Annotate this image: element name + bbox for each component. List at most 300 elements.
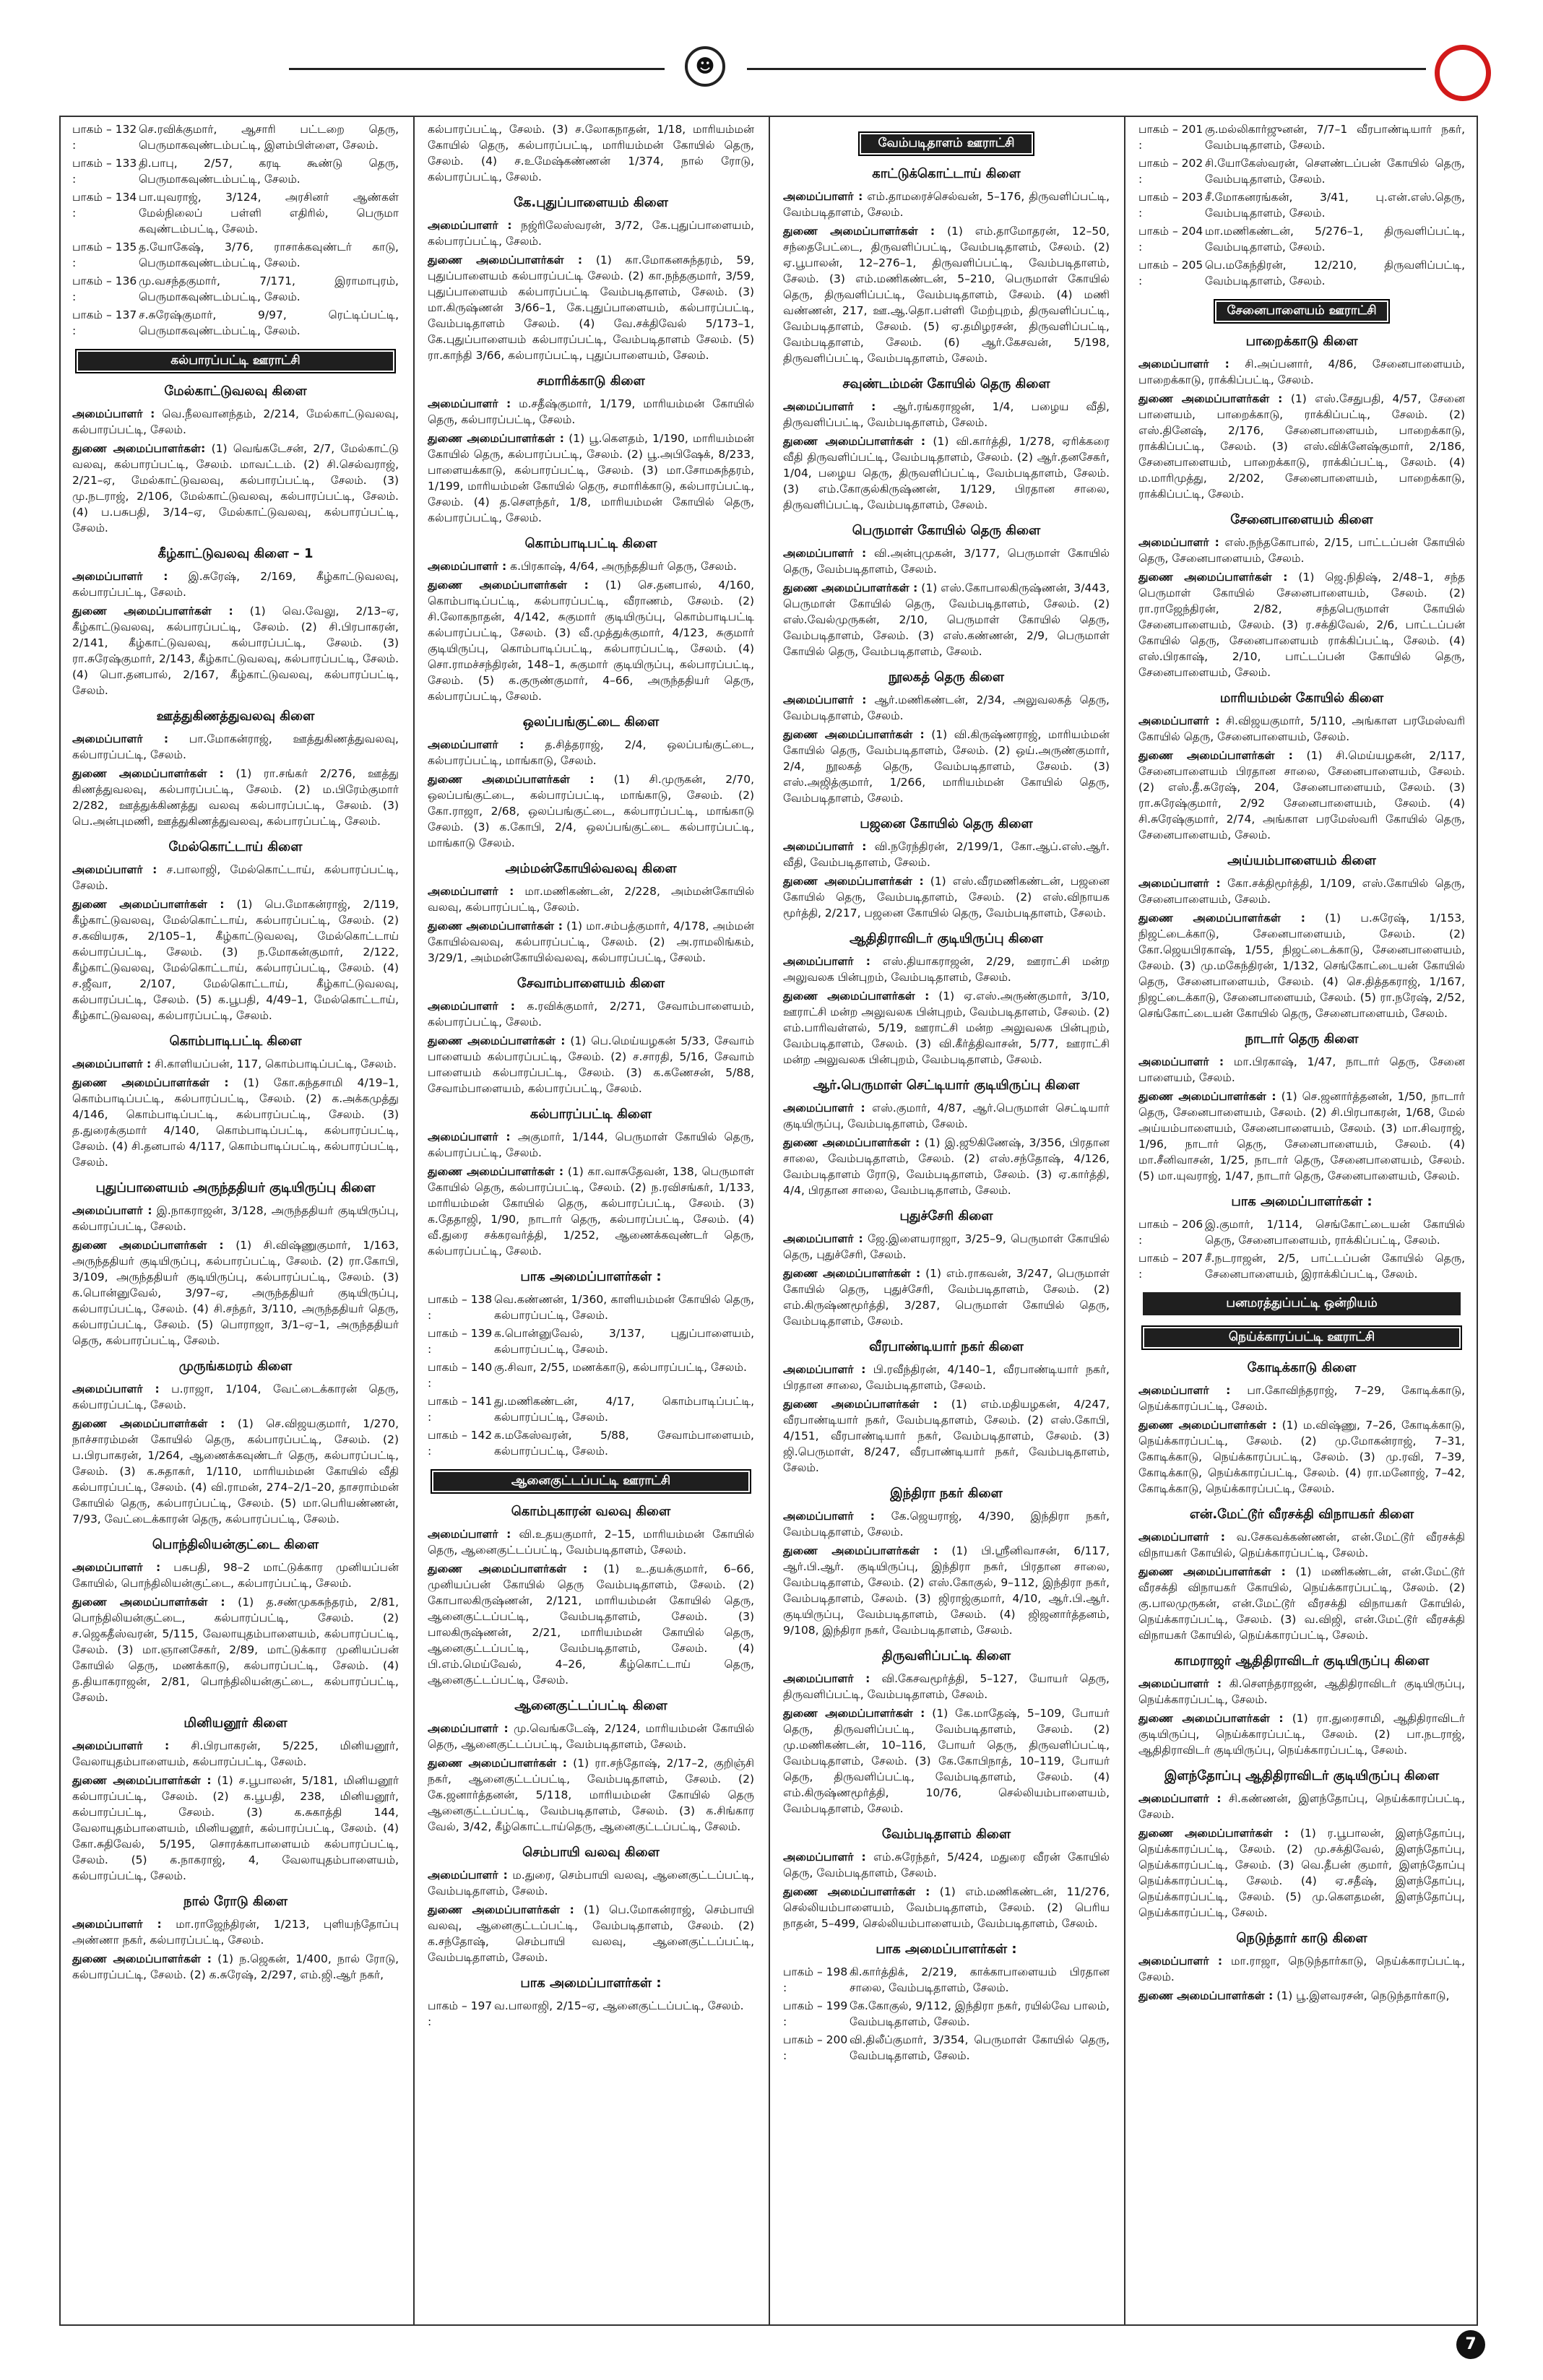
role-label: அமைப்பாளர் : [72, 1561, 161, 1574]
branch-heading: கொம்புகாரன் வலவு கிளை [511, 1504, 671, 1519]
booth-label: பாகம் – 203 : [1138, 191, 1203, 220]
section-banner: சேனைபாளையம் ஊராட்சி [1214, 299, 1390, 324]
branch-heading: காமராஜர் ஆதிதிராவிடர் குடியிருப்பு கிளை [1174, 1653, 1430, 1669]
member-text: (1) ரா.சந்தோஷ், 2/17–2, குறிஞ்சி நகர், ஆனைகுட்டப்பட்டி, வேம்படிதாளம், சேலம். (2) கே.ஜனார்த்தனன், 5/118, மாரியம்மன் கோயில் தெரு ஆனைகுட்டப்பட்டி, வேம்படிதாளம், சேலம். (3) க.சிங்கார வேல், 3/42, கீழ்கொட்டாய்தெரு, ஆனைகுட்டப்பட்டி, சேலம். [428, 1757, 754, 1833]
member-text: எம்.சுரேந்தர், 5/424, மதுரை வீரன் கோயில் தெரு, வேம்படிதாளம், சேலம். [783, 1851, 1110, 1879]
member-text: (1) மணிகண்டன், என்.மேட்டூர் வீரசக்தி விநாயகர் கோயில், நெய்க்காரப்பட்டி, சேலம். (2) கு.பாலமுருகன், என்.மேட்டூர் வீரசக்தி விநாயகர் கோயில், நெய்க்காரப்பட்டி, சேலம். (3) வ.விஜி, என்.மேட்டூர் வீரசக்தி விநாயகர் கோயில், நெய்க்காரப்பட்டி, சேலம். [1138, 1565, 1465, 1642]
role-label: அமைப்பாளர் : [783, 400, 876, 413]
booth-text: இ.குமார், 1/114, செங்கோட்டையன் கோயில் தெரு, சேனைபாளையம், ராக்கிப்பட்டி, சேலம். [1205, 1218, 1465, 1247]
member-text: மா.பிரகாஷ், 1/47, நாடார் தெரு, சேனை பாளையம், சேலம். [1138, 1055, 1465, 1084]
member-text: (1) பி.ஸ்ரீனிவாசன், 6/117, ஆர்.பி.ஆர். குடியிருப்பு, இந்திரா நகர், பிரதான சாலை, வேம்படிதாளம், சேலம். (2) எஸ்.கோகுல், 9–112, இந்திரா நகர், வேம்படிதாளம், சேலம். (3) ஜிராஜ்குமார், 4/10, ஆர்.பி.ஆர். குடியிருப்பு, வேம்படிதாளம், சேலம். (4) ஜிஜனார்த்தனம், 9/108, இந்திரா நகர், வேம்படிதாளம், சேலம். [783, 1544, 1110, 1637]
role-label: அமைப்பாளர் : [783, 693, 867, 706]
role-label: துணை அமைப்பாளர்கள் : [1138, 1989, 1274, 2002]
member-text: (1) எம்.மதியழகன், 4/247, வீரபாண்டியார் நகர், வேம்படிதாளம், சேலம். (2) எஸ்.கோபி, 4/151, வீரபாண்டியார் நகர், வேம்படிதாளம், சேலம். (3) ஜி.பெருமாள், 8/247, வீரபாண்டியார் நகர், வேம்படிதாளம், சேலம். [783, 1398, 1110, 1474]
role-label: துணை அமைப்பாளர்கள் : [1138, 749, 1293, 762]
member-entry [783, 988, 1110, 1068]
member-text: (1) ச.பூபாலன், 5/181, மினியனூர் கல்பாரப்பட்டி, சேலம். (2) க.பூபதி, 238, மினியனூர், கல்பாரப்பட்டி, சேலம். (3) க.சுகாத்தி 144, வேலாயுதம்பாளையம், மினியனூர், கல்பாரப்பட்டி, சேலம். (4) கோ.சுதிவேல், 5/195, சொரக்காபாளையம் கல்பாரப்பட்டி, சேலம். (5) க.நாகராஜ், 4, வேலாயுதம்பாளையம், கல்பாரப்பட்டி, சேலம். [72, 1774, 399, 1882]
member-text: (1) ரா.சங்கர் 2/276, ஊத்து கிணத்துவலவு, கல்பாரப்பட்டி, சேலம். (2) ம.பிரேம்குமார் 2/282, ஊத்துக்கிணத்து வலவு கல்பாரப்பட்டி, சேலம். (3) பெ.அன்புமணி, ஊத்துகிணத்துவலவு, கல்பாரப்பட்டி, சேலம். [72, 767, 399, 828]
role-label: துணை அமைப்பாளர்கள் : [1138, 1827, 1289, 1840]
member-text: (1) செ.தனபால், 4/160, கொம்பாடிப்பட்டி, கல்பாரப்பட்டி, வீராணம், சேலம். (2) சி.லோகநாதன், 4/142, சுகுமார் குடியிருப்பு, கொம்பாடிபட்டி கல்பாரப்பட்டி, சேலம். (3) வீ.முத்துக்குமார், 4/123, சுகுமார் குடியிருப்பு, கொம்பாடிப்பட்டி, கல்பாரப்பட்டி, சேலம். (4) சொ.ராமச்சந்திரன், 148–1, சுகுமார் குடியிருப்பு, கல்பாரப்பட்டி, சேலம். (5) க.குருண்குமார், 4–66, அருந்ததியர் தெரு, கல்பாரப்பட்டி, சேலம். [428, 579, 755, 703]
booth-entry [72, 239, 399, 271]
member-entry [783, 839, 1110, 870]
role-label: துணை அமைப்பாளர்கள் : [72, 1239, 224, 1252]
branch-heading: அம்மன்கோயில்வலவு கிளை [505, 861, 677, 876]
branch-heading: ஆனைகுட்டப்பட்டி கிளை [514, 1698, 667, 1713]
role-label: அமைப்பாளர் : [783, 1102, 865, 1115]
union-banner: பனமரத்துப்பட்டி ஒன்றியம் [1143, 1292, 1461, 1315]
booth-label: பாகம் – 199 : [783, 1999, 848, 2028]
branch-heading: கீழ்காட்டுவலவு கிளை – 1 [157, 546, 314, 561]
booth-label: பாகம் – 137 : [72, 308, 137, 337]
member-text: (1) செ.ஜனார்த்தனன், 1/50, நாடார் தெரு, சேனைபாளையம், சேலம். (2) சி.பிரபாகரன், 1/68, மேல் அய்யம்பாளையம், சேனைபாளையம், சேலம். (3) மா.சிவராஜ், 1/96, நாடார் தெரு, சேனைபாளையம், சேலம். (4) மா.சீனிவாசன், 1/25, நாடார் தெரு, சேனைபாளையம், சேலம். (5) மா.யுவராஜ், 1/47, நாடார் தெரு, சேனைபாளையம், சேலம். [1138, 1090, 1465, 1182]
branch-heading: வீரபாண்டியார் நகர் கிளை [869, 1339, 1024, 1354]
member-entry [72, 568, 399, 600]
booth-entry [428, 1393, 754, 1425]
member-entry [428, 998, 754, 1030]
branch-heading: ஊத்துகிணத்துவலவு கிளை [156, 709, 315, 724]
column-divider [769, 116, 770, 2326]
role-label: துணை அமைப்பாளர்கள் : [428, 1165, 564, 1178]
member-entry [1138, 1054, 1465, 1086]
role-label: துணை அமைப்பாளர்கள் : [1138, 1090, 1276, 1103]
member-text: (1) த.சண்முகசுந்தரம், 2/81, பொந்திலியன்குட்டை, கல்பாரப்பட்டி, சேலம். (2) ச.ஜெகதீஸ்வரன், 5/115, வேலாயுதம்பாளையம், கல்பாரப்பட்டி, சேலம். (3) மா.ஞானசேகர், 2/89, மாட்டுக்கார முனியப்பன் கோயில் தெரு, மணக்காடு, கல்பாரப்பட்டி, சேலம். (4) த.தியாகராஜன், 2/81, பொந்திலியன்குட்டை, கல்பாரப்பட்டி, சேலம். [72, 1596, 399, 1704]
branch-heading: நெடுந்தார் காடு கிளை [1236, 1931, 1367, 1946]
booth-text: து.மணிகண்டன், 4/17, கொம்பாடிப்பட்டி, கல்பாரப்பட்டி, சேலம். [494, 1395, 754, 1424]
booth-text: மா.மணிகண்டன், 5/276–1, திருவளிப்பட்டி, வேம்படிதாளம், சேலம். [1205, 225, 1465, 254]
member-text: (1) ஏ.எஸ்.அருண்குமார், 3/10, ஊராட்சி மன்ற அலுவலக பின்புறம், வேம்படிதாளம், சேலம். (2) எம்.பாரிவள்ளல், 5/19, ஊராட்சி மன்ற அலுவலக பின்புறம், வேம்படிதாளம், சேலம். (3) வி.கீர்த்திவாசன், 5/77, ஊராட்சி மன்ற அலுவலக பின்புறம், வேம்படிதாளம், சேலம். [783, 990, 1110, 1066]
member-entry [783, 1849, 1110, 1881]
booth-label: பாகம் – 136 : [72, 274, 137, 303]
member-entry [783, 545, 1110, 577]
column-4 [1128, 116, 1475, 2326]
member-text: (1) சி.விஷ்ணுகுமார், 1/163, அருந்ததியர் குடியிருப்பு, கல்பாரப்பட்டி, சேலம். (2) ரா.கோபி, 3/109, அருந்ததியர் குடியிருப்பு, கல்பாரப்பட்டி, சேலம். (3) க.பொன்னுவேல், 3/97–ஏ, அருந்ததியர் குடியிருப்பு, கல்பாரப்பட்டி, சேலம். (4) சி.சந்தர், 3/110, அருந்ததியர் தெரு, கல்பாரப்பட்டி, சேலம். (5) பொராஜா, 3/1–ஏ–1, அருந்ததியர் தெரு, கல்பாரப்பட்டி, சேலம். [72, 1239, 399, 1347]
member-text: (1) எஸ்.சேதுபதி, 4/57, சேனை பாளையம், பாறைக்காடு, ராக்கிப்பட்டி, சேலம். (2) எஸ்.தினேஷ், 2/176, சேனைபாளையம், பாறைக்காடு, ராக்கிப்பட்டி, சேலம். (3) எஸ்.விக்னேஷ்குமார், 2/186, சேனைபாளையம், பாறைக்காடு, ராக்கிப்பட்டி, சேலம். (4) ம.மாரிமுத்து, 2/202, சேனைபாளையம், பாறைக்காடு, ராக்கிப்பட்டி, சேலம். [1138, 392, 1465, 501]
member-text: (1) வெ.வேலு, 2/13–ஏ, கீழ்காட்டுவலவு, கல்பாரப்பட்டி, சேலம். (2) சி.பிரபாகரன், 2/141, கீழ்காட்டுவலவு, கல்பாரப்பட்டி, சேலம். (3) ரா.சுரேஷ்குமார், 2/143, கீழ்காட்டுவலவு, கல்பாரப்பட்டி, சேலம். (4) பொ.தனபால், 2/167, கீழ்காட்டுவலவு, கல்பாரப்பட்டி, சேலம். [72, 605, 399, 697]
role-label: துணை அமைப்பாளர்கள் : [783, 990, 930, 1003]
member-text: வ.சேகவக்கண்ணன், என்.மேட்டூர் வீரசக்தி விநாயகர் கோயில், நெய்க்காரப்பட்டி, சேலம். [1138, 1531, 1465, 1559]
role-label: துணை அமைப்பாளர்கள் : [1138, 1712, 1284, 1725]
member-text: ப.ராஜா, 1/104, வேட்டைக்காரன் தெரு, கல்பாரப்பட்டி, சேலம். [72, 1382, 399, 1411]
member-text: (1) பூ.இளவரசன், நெடுந்தார்காடு, [1276, 1989, 1450, 2002]
branch-heading: மினியனூர் கிளை [183, 1715, 288, 1731]
role-label: அமைப்பாளர் : [1138, 714, 1220, 727]
masthead-rule-right [747, 68, 1426, 70]
branch-heading: பாக அமைப்பாளர்கள் : [876, 1942, 1017, 1957]
member-text: சி.விஜயகுமார், 5/110, அங்காள பரமேஸ்வரி கோயில் தெரு, சேனைபாளையம், சேலம். [1138, 714, 1465, 743]
booth-entry [428, 1998, 754, 2030]
role-label: அமைப்பாளர் : [72, 1382, 160, 1395]
role-label: அமைப்பாளர் : [428, 219, 512, 232]
member-text: பி.ரவீந்திரன், 4/140–1, வீரபாண்டியார் நகர், பிரதான சாலை, வேம்படிதாளம், சேலம். [783, 1363, 1110, 1392]
masthead [0, 0, 1543, 87]
booth-text: ச.சுரேஷ்குமார், 9/97, ரெட்டிப்பட்டி, பெருமாகவுண்டம்பட்டி, சேலம். [139, 308, 399, 337]
member-entry [1138, 1529, 1465, 1561]
role-label: அமைப்பாளர் : [72, 570, 168, 583]
branch-heading: பெருமாள் கோயில் தெரு கிளை [852, 523, 1041, 538]
member-entry [1138, 1676, 1465, 1708]
member-entry [428, 918, 754, 966]
role-label: அமைப்பாளர் : [783, 1851, 866, 1864]
branch-heading: கே.புதுப்பாளையம் கிளை [514, 195, 668, 210]
booth-label: பாகம் – 132 : [72, 123, 137, 152]
member-entry [783, 433, 1110, 513]
booth-text: க.பொன்னுவேல், 3/137, புதுப்பாளையம், கல்பாரப்பட்டி, சேலம். [494, 1327, 754, 1356]
member-entry [783, 189, 1110, 220]
role-label: துணை அமைப்பாளர்கள் : [428, 1757, 567, 1770]
booth-text: வ.பாலாஜி, 2/15–ஏ, ஆனைகுட்டப்பட்டி, சேலம். [494, 1999, 744, 2012]
member-text: நஜ்ரிலேஸ்வரன், 3/72, கே.புதுப்பாளையம், கல்பாரப்பட்டி, சேலம். [428, 219, 754, 248]
booth-label: பாகம் – 207 : [1138, 1252, 1203, 1281]
role-label: துணை அமைப்பாளர்கள் : [72, 898, 225, 911]
branch-heading: பொந்திலியன்குட்டை கிளை [152, 1537, 319, 1552]
member-text: வி.நரேந்திரன், 2/199/1, கோ.ஆப்.எஸ்.ஆர். வீதி, வேம்படிதாளம், சேலம். [783, 840, 1110, 869]
branch-heading: புதுப்பாளையம் அருந்ததியர் குடியிருப்பு கிளை [95, 1180, 376, 1195]
column-divider [1124, 116, 1125, 2326]
member-text: மா.ராஜேந்திரன், 1/213, புளியந்தோப்பு அண்ணா நகர், கல்பாரப்பட்டி, சேலம். [72, 1918, 399, 1947]
member-entry [428, 1033, 754, 1096]
member-text: பா.மோகன்ராஜ், ஊத்துகிணத்துவலவு, கல்பாரப்பட்டி, சேலம். [72, 732, 399, 761]
booth-label: பாகம் – 141 : [428, 1395, 493, 1424]
member-entry [783, 1135, 1110, 1198]
member-entry [1138, 1089, 1465, 1184]
member-text: மா.ராஜா, நெடுந்தார்காடு, நெய்க்காரப்பட்டி, சேலம். [1138, 1955, 1466, 1983]
member-entry [428, 1526, 754, 1558]
booth-label: பாகம் – 201 : [1138, 123, 1203, 152]
section-banner: நெய்க்காரப்பட்டி ஊராட்சி [1141, 1325, 1462, 1350]
role-label: துணை அமைப்பாளர்கள் : [783, 225, 935, 238]
booth-label: பாகம் – 134 : [72, 191, 137, 220]
member-text: (1) எம்.ராகவன், 3/247, பெருமாள் கோயில் தெரு, புதுச்சேரி, வேம்படிதாளம், சேலம். (2) எம்.கிருஷ்ணமூர்த்தி, 3/287, பெருமாள் கோயில் தெரு, வேம்படிதாளம், சேலம். [783, 1267, 1110, 1328]
booth-label: பாகம் – 204 : [1138, 225, 1203, 254]
member-entry [1138, 1417, 1465, 1497]
member-text: பசுபதி, 98–2 மாட்டுக்கார முனியப்பன் கோயில், பொந்திலியன்குட்டை, கல்பாரப்பட்டி, சேலம். [72, 1561, 399, 1590]
member-text: (1) கே.மாதேஷ், 5–109, போயர் தெரு, திருவளிப்பட்டி, வேம்படிதாளம், சேலம். (2) மு.மணிகண்டன், 10–116, போயர் தெரு, திருவளிப்பட்டி, வேம்படிதாளம், சேலம். (3) கே.கோபிநாத், 10–119, போயர் தெரு, திருவளிப்பட்டி, வேம்படிதாளம், சேலம். (4) எம்.கிருஷ்ணமூர்த்தி, 10/76, செல்லியம்பாளையம், வேம்படிதாளம், சேலம். [783, 1707, 1110, 1815]
member-text: பா.கோவிந்தராஜ், 7–29, கோடிக்காடு, நெய்க்காரப்பட்டி, சேலம். [1138, 1384, 1465, 1413]
role-label: துணை அமைப்பாளர்கள் : [1138, 912, 1305, 925]
member-text: (1) பெ.மோகன்ராஜ், செம்பாயி வலவு, ஆனைகுட்டப்பட்டி, வேம்படிதாளம், சேலம். (2) க.சந்தோஷ், செம்பாயி வலவு, ஆனைகுட்டப்பட்டி, வேம்படிதாளம், சேலம். [428, 1903, 754, 1964]
role-label: துணை அமைப்பாளர்கள் : [428, 254, 583, 267]
member-text: (1) ரா.துரைசாமி, ஆதிதிராவிடர் குடியிருப்பு, நெய்க்காரப்பட்டி, சேலம். (2) பா.நடராஜ், ஆதிதிராவிடர் குடியிருப்பு, நெய்க்காரப்பட்டி, சேலம். [1138, 1712, 1466, 1757]
member-entry [1138, 1710, 1465, 1758]
role-label: அமைப்பாளர் : [72, 407, 155, 420]
member-text: வி.உதயகுமார், 2–15, மாரியம்மன் கோயில் தெரு, ஆனைகுட்டப்பட்டி, வேம்படிதாளம், சேலம். [428, 1528, 754, 1557]
booth-text: கு.மல்லிகார்ஜுனன், 7/7–1 வீரபாண்டியார் நகர், வேம்படிதாளம், சேலம். [1205, 123, 1465, 152]
role-label: அமைப்பாளர் : [72, 1739, 170, 1752]
booth-entry [1138, 257, 1465, 289]
member-entry [1138, 1953, 1465, 1985]
role-label: துணை அமைப்பாளர்கள் : [783, 435, 926, 448]
member-entry [72, 1773, 399, 1884]
member-entry [1138, 1825, 1465, 1921]
member-entry [428, 1755, 754, 1835]
member-entry [1138, 356, 1465, 388]
branch-heading: பாறைக்காடு கிளை [1245, 334, 1358, 349]
member-entry [1138, 391, 1465, 502]
booth-entry [1138, 1216, 1465, 1248]
branch-heading: அய்யம்பாளையம் கிளை [1227, 853, 1376, 868]
member-entry [428, 252, 754, 363]
member-entry [72, 406, 399, 438]
branch-heading: காட்டுக்கொட்டாய் கிளை [872, 166, 1021, 181]
booth-text: கி.கார்த்திக், 2/219, காக்காபாளையம் பிரதான சாலை, வேம்படிதாளம், சேலம். [850, 1965, 1110, 1994]
branch-heading: முருங்கமரம் கிளை [178, 1359, 293, 1374]
branch-heading: பாக அமைப்பாளர்கள் : [1231, 1194, 1373, 1209]
role-label: அமைப்பாளர் : [1138, 877, 1221, 890]
branch-heading: கொம்பாடிபட்டி கிளை [524, 536, 657, 551]
member-text: எம்.தாமரைச்செல்வன், 5–176, திருவளிப்பட்டி, வேம்படிதாளம், சேலம். [783, 190, 1110, 219]
booth-text: வெ.கண்ணன், 1/360, காளியம்மன் கோயில் தெரு, கல்பாரப்பட்டி, சேலம். [494, 1293, 754, 1322]
member-entry [1138, 748, 1465, 843]
member-entry [783, 727, 1110, 806]
member-text: வி.கேசவமூர்த்தி, 5–127, யோயர் தெரு, திருவளிப்பட்டி, வேம்படிதாளம், சேலம். [783, 1672, 1110, 1701]
booth-label: பாகம் – 197 : [428, 1999, 493, 2028]
branch-heading: ஆதிதிராவிடர் குடியிருப்பு கிளை [850, 931, 1043, 946]
booth-text: செ.ரவிக்குமார், ஆசாரி பட்டறை தெரு, பெருமாகவுண்டம்பட்டி, இளம்பிள்ளை, சேலம். [139, 123, 399, 152]
role-label: துணை அமைப்பாளர்கள் : [428, 1903, 574, 1916]
branch-heading: இந்திரா நகர் கிளை [890, 1486, 1003, 1501]
branch-heading: சமாரிக்காடு கிளை [537, 373, 645, 389]
role-label: துணை அமைப்பாளர்கள் : [72, 605, 233, 618]
booth-label: பாகம் – 202 : [1138, 157, 1203, 186]
member-text: ச.பாலாஜி, மேல்கொட்டாய், கல்பாரப்பட்டி, சேலம். [72, 863, 399, 892]
member-text: ஜே.இளையராஜா, 3/25–9, பெருமாள் கோயில் தெரு, புதுச்சேரி, சேலம். [783, 1232, 1110, 1261]
role-label: அமைப்பாளர் : [1138, 358, 1229, 371]
member-entry [72, 1916, 399, 1948]
member-entry [783, 873, 1110, 921]
member-entry [1138, 1564, 1465, 1643]
member-entry [783, 1396, 1110, 1476]
booth-label: பாகம் – 142 : [428, 1429, 493, 1458]
booth-entry [72, 121, 399, 153]
branch-heading: நாடார் தெரு கிளை [1245, 1031, 1359, 1047]
role-label: அமைப்பாளர் : [1138, 1531, 1225, 1544]
member-entry [783, 1231, 1110, 1263]
member-entry [428, 558, 754, 574]
member-entry [428, 1867, 754, 1899]
member-text: (1) கா.வாசுதேவன், 138, பெருமாள் கோயில் தெரு, கல்பாரப்பட்டி, சேலம். (2) ந.ரவிசங்கர், 1/133, மாரியம்மன் கோயில் தெரு, கல்பாரப்பட்டி, சேலம். (3) க.தேதாஜி, 1/90, நாடார் தெரு, கல்பாரப்பட்டி, சேலம். (4) வீ.துரை சக்கரவர்த்தி, 1/252, ஆணைக்கவுண்டர் தெரு, கல்பாரப்பட்டி, சேலம். [428, 1165, 754, 1258]
member-entry [72, 1738, 399, 1770]
red-ring-icon [1435, 45, 1491, 101]
member-entry [72, 731, 399, 763]
booth-text: கே.கோகுல், 9/112, இந்திரா நகர், ரயில்வே பாலம், வேம்படிதாளம், சேலம். [850, 1999, 1110, 2028]
member-text: (1) வெங்கடேசன், 2/7, மேல்காட்டு வலவு, கல்பாரப்பட்டி, சேலம். மாவட்டம். (2) சி.செல்வராஜ், 2/21–ஏ, மேல்காட்டுவலவு, கல்பாரப்பட்டி, சேலம். (3) மு.நடராஜ், 2/106, மேல்காட்டுவலவு, கல்பாரப்பட்டி, சேலம். (4) ப.பசுபதி, 3/14–ஏ, மேல்காட்டுவலவு, கல்பாரப்பட்டி, சேலம். [72, 442, 399, 535]
member-text: ம.சதீஷ்குமார், 1/179, மாரியம்மன் கோயில் தெரு, கல்பாரப்பட்டி, சேலம். [428, 397, 754, 426]
branch-heading: மாரியம்மன் கோயில் கிளை [1219, 691, 1384, 706]
member-entry [783, 1884, 1110, 1931]
role-label: அமைப்பாளர் : [428, 397, 511, 410]
member-text: (1) வி.கிருஷ்ணராஜ், மாரியம்மன் கோயில் தெரு, வேம்படிதாளம், சேலம். (2) ஒய்.அருண்குமார், 2/4, நூலகத் தெரு, வேம்படிதாளம், சேலம். (3) எஸ்.அஜித்குமார், 1/266, மாரியம்மன் கோயில் தெரு, வேம்படிதாளம், சேலம். [783, 728, 1110, 805]
section-banner: ஆனைகுட்டப்பட்டி ஊராட்சி [431, 1469, 751, 1494]
member-text: கோ.சக்திமூர்த்தி, 1/109, எஸ்.கோயில் தெரு, சேனைபாளையம், சேலம். [1138, 877, 1465, 906]
booth-entry [1138, 155, 1465, 187]
member-entry [428, 217, 754, 249]
role-label: துணை அமைப்பாளர்கள் : [72, 1417, 225, 1430]
masthead-rule-left [289, 68, 665, 70]
member-text: வி.அன்புமுகன், 3/177, பெருமாள் கோயில் தெரு, வேம்படிதாளம், சேலம். [783, 547, 1110, 576]
member-text: அகுமார், 1/144, பெருமாள் கோயில் தெரு, கல்பாரப்பட்டி, சேலம். [428, 1130, 754, 1159]
branch-heading: பாக அமைப்பாளர்கள் : [520, 1976, 662, 1991]
member-text: (1) ஜெ.நிதிஷ், 2/48–1, சந்த பெருமாள் கோயில் சேனைபாளையம், சேலம். (2) ரா.ராஜேந்திரன், 2/82, சந்தபெருமாள் கோயில் சேனைபாளையம், சேலம். (3) ர.சக்திவேல், 2/6, பாட்டப்பன் கோயில் தெரு, சேனைபாளையம் ராக்கிப்பட்டி, சேலம். (4) எஸ்.பிரகாஷ், 2/10, பாட்டப்பன் கோயில் தெரு, சேனைபாளையம், சேலம். [1138, 571, 1465, 679]
role-label: துணை அமைப்பாளர்கள் : [428, 919, 563, 932]
role-label: துணை அமைப்பாளர்கள் : [1138, 1419, 1277, 1432]
role-label: அமைப்பாளர் : [783, 1363, 866, 1376]
booth-text: மு.வசந்தகுமார், 7/171, இராமாபுரம், பெருமாகவுண்டம்பட்டி, சேலம். [139, 274, 399, 303]
member-entry [72, 1381, 399, 1413]
member-entry [428, 1902, 754, 1965]
booth-label: பாகம் – 133 : [72, 157, 137, 186]
member-text: த.சித்தராஜ், 2/4, ஒலப்பங்குட்டை, கல்பாரப்பட்டி, மாங்காடு, சேலம். [428, 738, 754, 767]
booth-text: கு.சிவா, 2/55, மணக்காடு, கல்பாரப்பட்டி, சேலம். [494, 1361, 747, 1374]
member-text: (1) பெ.மோகன்ராஜ், 2/119, கீழ்காட்டுவலவு, மேல்கொட்டாய், கல்பாரப்பட்டி, சேலம். (2) ச.கவியரசு, 2/105–1, கீழ்காட்டுவலவு, மேல்கொட்டாய் கல்பாரப்பட்டி, சேலம். (3) ந.மோகன்குமார், 2/122, கீழ்காட்டுவலவு, மேல்கொட்டாய், கல்பாரப்பட்டி, சேலம். (4) ச.ஜீவா, 2/107, மேல்கொட்டாய், கீழ்காட்டுவலவு, கல்பாரப்பட்டி, சேலம். (5) க.பூபதி, 4/49–1, மேல்கொட்டாய், கீழ்காட்டுவலவு, கல்பாரப்பட்டி, சேலம். [72, 898, 399, 1022]
booth-entry [428, 1359, 754, 1391]
member-text: (1) பெ.மெய்யழகன் 5/33, சேவாம் பாளையம் கல்பாரப்பட்டி, சேலம். (2) ச.சாரதி, 5/16, சேவாம் பாளையம் கல்பாரப்பட்டி, சேலம். (3) க.கணேசன், 5/88, சேவாம்பாளையம், கல்பாரப்பட்டி, சேலம். [428, 1034, 754, 1095]
member-entry [783, 1543, 1110, 1638]
role-label: துணை அமைப்பாளர்கள் : [72, 767, 224, 780]
booth-entry [428, 1291, 754, 1323]
member-entry [72, 1203, 399, 1234]
role-label: துணை அமைப்பாளர்கள் : [72, 1774, 212, 1787]
member-text: எஸ்.குமார், 4/87, ஆர்.பெருமாள் செட்டியார் குடியிருப்பு, வேம்படிதாளம், சேலம். [783, 1102, 1110, 1130]
branch-heading: கல்பாரப்பட்டி கிளை [530, 1107, 652, 1122]
member-entry [1138, 1791, 1465, 1822]
booth-text: பெ.மகேந்திரன், 12/210, திருவளிப்பட்டி, வேம்படிதாளம், சேலம். [1205, 259, 1465, 287]
member-text: எஸ்.தியாகராஜன், 2/29, ஊராட்சி மன்ற அலுவலக பின்புறம், வேம்படிதாளம், சேலம். [783, 955, 1110, 984]
booth-text: தி.பாபு, 2/57, கரடி கூண்டு தெரு, பெருமாகவுண்டம்பட்டி, சேலம். [139, 157, 399, 186]
booth-label: பாகம் – 206 : [1138, 1218, 1203, 1247]
member-entry [783, 953, 1110, 985]
member-text: (1) ந.ஜெகன், 1/400, நால் ரோடு, கல்பாரப்பட்டி, சேலம். (2) க.சுரேஷ், 2/297, எம்.ஜி.ஆர் நகர், [72, 1952, 399, 1981]
branch-heading: பாக அமைப்பாளர்கள் : [520, 1269, 662, 1284]
role-label: துணை அமைப்பாளர்கள் : [428, 773, 595, 786]
member-entry [783, 1362, 1110, 1393]
member-text: (1) ம.விஷ்ணு, 7–26, கோடிக்காடு, நெய்க்காரப்பட்டி, சேலம். (2) மு.மோகன்ராஜ், 7–31, கோடிக்காடு, நெய்க்காரப்பட்டி, சேலம். (3) மு.ரவி, 7–39, கோடிக்காடு, நெய்க்காரப்பட்டி, சேலம். (4) ரா.மனோஜ், 7–42, கோடிக்காடு, நெய்க்காரப்பட்டி, சேலம். [1138, 1419, 1465, 1495]
member-text: (1) மா.சம்பத்குமார், 4/178, அம்மன் கோயில்வலவு, கல்பாரப்பட்டி, சேலம். (2) அ.ராமலிங்கம், 3/29/1, அம்மன்கோயில்வலவு, கல்பாரப்பட்டி, சேலம். [428, 919, 754, 964]
role-label: அமைப்பாளர் : [783, 190, 863, 203]
booth-text: சீ.மோகனரங்கன், 3/41, பு.என்.எஸ்.தெரு, வேம்படிதாளம், சேலம். [1205, 191, 1465, 220]
member-text: இ.சுரேஷ், 2/169, கீழ்காட்டுவலவு, கல்பாரப்பட்டி, சேலம். [72, 570, 399, 599]
role-label: துணை அமைப்பாளர்கள் : [428, 1562, 588, 1575]
column-divider [413, 116, 415, 2326]
booth-label: பாகம் – 138 : [428, 1293, 493, 1322]
member-text: (1) எஸ்.கோபாலகிருஷ்ணன், 3/443, பெருமாள் கோயில் தெரு, வேம்படிதாளம், சேலம். (2) எஸ்.வேல்முருகன், 2/10, பெருமாள் கோயில் தெரு, வேம்படிதாளம், சேலம். (3) எஸ்.கண்ணன், 2/9, பெருமாள் கோயில் தெரு, வேம்படிதாளம், சேலம். [783, 581, 1110, 658]
role-label: அமைப்பாளர் : [428, 560, 507, 573]
branch-heading: நூலகத் தெரு கிளை [888, 670, 1005, 685]
member-entry [72, 1237, 399, 1349]
member-entry [72, 603, 399, 698]
member-entry [428, 577, 754, 704]
member-entry [428, 1129, 754, 1161]
booth-entry [1138, 121, 1465, 153]
role-label: அமைப்பாளர் : [428, 1000, 515, 1013]
role-label: துணை அமைப்பாளர்கள் : [428, 579, 589, 592]
column-3 [773, 116, 1120, 2326]
role-label: அமைப்பாளர் : [428, 1722, 509, 1735]
branch-heading: சேனைபாளையம் கிளை [1230, 512, 1373, 527]
member-entry [72, 862, 399, 893]
member-text: (1) சி.மெய்யழகன், 2/117, சேனைபாளையம் பிரதான சாலை, சேனைபாளையம், சேலம். (2) எஸ்.தீ.சுரேஷ், 204, சேனைபாளையம், சேலம். (3) ரா.சுரேஷ்குமார், 2/92 சேனைபாளையம், சேலம். (4) சி.சுரேஷ்குமார், 2/74, அங்காள பரமேஸ்வரி கோயில் தெரு, சேனைபாளையம், சேலம். [1138, 749, 1465, 841]
member-entry [428, 1164, 754, 1259]
member-entry [72, 1056, 399, 1072]
member-entry [72, 766, 399, 829]
booth-entry [72, 307, 399, 339]
booth-entry [783, 1998, 1110, 2030]
member-entry [428, 737, 754, 769]
role-label: துணை அமைப்பாளர்கள்: [72, 442, 206, 455]
role-label: அமைப்பாளர் : [1138, 1955, 1223, 1968]
member-text: (1) உ.தயக்குமார், 6–66, முனியப்பன் கோயில் தெரு வேம்படிதாளம், சேலம். (2) கோபாலகிருஷ்ணன், 2/121, மாரியம்மன் கோயில் தெரு, ஆனைகுட்டப்பட்டி, வேம்படிதாளம், சேலம். (3) பாலகிருஷ்ணன், 2/21, மாரியம்மன் கோயில் தெரு, ஆனைகுட்டப்பட்டி, வேம்படிதாளம், சேலம். (4) பி.எம்.மெய்வேல், 4–26, கீழ்கொட்டாய் தெரு, ஆனைகுட்டப்பட்டி, சேலம். [428, 1562, 754, 1687]
role-label: அமைப்பாளர் : [1138, 1677, 1222, 1690]
branch-heading: நால் ரோடு கிளை [183, 1894, 288, 1909]
role-label: அமைப்பாளர் : [72, 1918, 162, 1931]
role-label: துணை அமைப்பாளர்கள் : [1138, 571, 1288, 584]
booth-text: க.மகேஸ்வரன், 5/88, சேவாம்பாளையம், கல்பாரப்பட்டி, சேலம். [494, 1429, 754, 1458]
member-text: க.பிரகாஷ், 4/64, அருந்ததியர் தெரு, சேலம். [510, 560, 737, 573]
member-text: (1) எஸ்.வீரமணிகண்டன், பஜனை கோயில் தெரு, வேம்படிதாளம், சேலம். (2) எஸ்.விநாயக மூர்த்தி, 2/217, பஜனை கோயில் தெரு, வேம்படிதாளம், சேலம். [783, 875, 1110, 919]
role-label: துணை அமைப்பாளர்கள் : [783, 1136, 920, 1149]
booth-entry [1138, 223, 1465, 255]
section-banner: கல்பாரப்பட்டி ஊராட்சி [75, 349, 396, 373]
member-entry [783, 399, 1110, 430]
continued-text: கல்பாரப்பட்டி, சேலம். (3) ச.லோகநாதன், 1/18, மாரியம்மன் கோயில் தெரு, கல்பாரப்பட்டி, மாரியம்மன் கோயில் தெரு, சேலம். (4) ச.உமேஷ்கண்ணன் 1/374, நால் ரோடு, கல்பாரப்பட்டி, சேலம். [428, 123, 754, 183]
booth-label: பாகம் – 140 : [428, 1361, 493, 1390]
booth-label: பாகம் – 198 : [783, 1965, 848, 1994]
role-label: துணை அமைப்பாளர்கள் : [428, 432, 564, 445]
booth-entry [1138, 189, 1465, 221]
member-entry [783, 1705, 1110, 1817]
booth-entry [783, 2032, 1110, 2064]
role-label: துணை அமைப்பாளர்கள் : [783, 581, 918, 594]
booth-label: பாகம் – 205 : [1138, 259, 1203, 287]
member-entry [783, 692, 1110, 724]
role-label: அமைப்பாளர் : [1138, 1055, 1224, 1068]
role-label: அமைப்பாளர் : [783, 1510, 875, 1523]
branch-heading: ஒலப்பங்குட்டை கிளை [522, 714, 660, 730]
member-entry [72, 1075, 399, 1170]
member-entry [72, 1594, 399, 1705]
booth-label: பாகம் – 135 : [72, 241, 137, 269]
member-text: ஆர்.ரங்கராஜன், 1/4, பழைய வீதி, திருவளிப்பட்டி, வேம்படிதாளம், சேலம். [783, 400, 1110, 429]
role-label: அமைப்பாளர் : [72, 1204, 152, 1217]
branch-heading: வேம்படிதாளம் கிளை [881, 1827, 1011, 1842]
member-entry [1138, 1382, 1465, 1414]
member-text: (1) இ.ஜூகிணேஷ், 3/356, பிரதான சாலை, வேம்படிதாளம், சேலம். (2) எஸ்.சந்தோஷ், 4/126, வேம்படிதாளம் ரோடு, வேம்படிதாளம், சேலம். (3) ஏ.கார்த்தி, 4/4, பிரதான சாலை, வேம்படிதாளம், சேலம். [783, 1136, 1110, 1197]
role-label: அமைப்பாளர் : [428, 738, 524, 751]
role-label: அமைப்பாளர் : [783, 547, 867, 560]
member-entry [72, 1559, 399, 1591]
member-text: (1) ப.சுரேஷ், 1/153, நிஜட்டைக்காடு, சேனைபாளையம், சேலம். (2) கோ.ஜெயபிரகாஷ், 1/55, நிஜட்டைக்காடு, சேனைபாளையம், சேலம். (3) மு.மகேந்திரன், 1/132, செங்கோட்டையன் கோயில் தெரு, சேனைபாளையம், சேலம். (4) செ.தித்தகராஜ், 1/167, நிஜட்டைக்காடு, சேனைபாளையம், சேலம். (5) ரா.நரேஷ், 2/52, செங்கோட்டையன் கோயில் தெரு, சேனைபாளையம், சேலம். [1138, 912, 1465, 1020]
booth-text: த.யோகேஷ், 3/76, ராசாக்கவுண்டர் காடு, பெருமாகவுண்டம்பட்டி, சேலம். [139, 241, 399, 269]
role-label: துணை அமைப்பாளர்கள் : [783, 1885, 930, 1898]
branch-heading: கோடிக்காடு கிளை [1247, 1360, 1357, 1375]
booth-text: வி.திலீப்குமார், 3/354, பெருமாள் கோயில் தெரு, வேம்படிதாளம், சேலம். [850, 2033, 1110, 2062]
booth-entry [72, 189, 399, 237]
role-label: துணை அமைப்பாளர்கள் : [72, 1952, 212, 1965]
member-entry [1138, 1988, 1465, 2004]
column-2 [418, 116, 764, 2326]
member-entry [428, 430, 754, 526]
role-label: அமைப்பாளர் : [1138, 536, 1219, 549]
branch-heading: இளந்தோப்பு ஆதிதிராவிடர் குடியிருப்பு கிளை [1164, 1768, 1440, 1783]
member-text: (1) எம்.மணிகண்டன், 11/276, செல்லியம்பாளையம், வேம்படிதாளம், சேலம். (2) பெரிய நாதன், 5–499, செல்லியம்பாளையம், வேம்படிதாளம், சேலம். [783, 1885, 1110, 1930]
booth-entry [428, 1325, 754, 1357]
role-label: துணை அமைப்பாளர்கள் : [783, 1544, 938, 1557]
member-entry [783, 1265, 1110, 1329]
member-text: ம.துரை, செம்பாயி வலவு, ஆனைகுட்டப்பட்டி, வேம்படிதாளம், சேலம். [428, 1869, 754, 1897]
branch-heading: செம்பாயி வலவு கிளை [522, 1845, 660, 1860]
member-text: சி.காளியப்பன், 117, கொம்பாடிப்பட்டி, சேலம். [155, 1057, 397, 1070]
member-entry [428, 883, 754, 915]
member-text: க.ரவிக்குமார், 2/271, சேவாம்பாளையம், கல்பாரப்பட்டி, சேலம். [428, 1000, 754, 1029]
